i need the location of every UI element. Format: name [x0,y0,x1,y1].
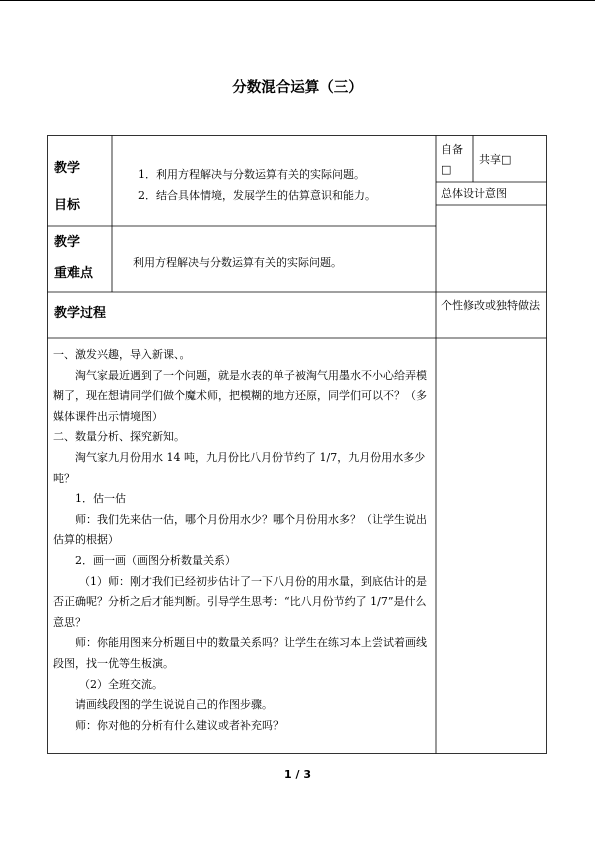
process-body [53,345,433,736]
self-prep-cell: 自备 □ [441,140,463,180]
process-paragraph: 二、数量分析、探究新知。 [53,430,185,444]
objective-item: 2．结合具体情境，发展学生的估算意识和能力。 [138,189,376,202]
page-title: 分数混合运算（三） [232,80,363,96]
personal-edit-label: 个性修改或独特做法 [441,299,540,312]
process-paragraph: （2）全班交流。 [79,677,163,691]
process-paragraph: （1）师：刚才我们已经初步估计了一下八月份的用水量，到底估计的是否正确呢？分析之后才能判断。引导学生思考：“比八月份节约了 1/7”是什么意思？ [53,574,427,629]
process-label: 教学过程 [54,306,107,321]
process-paragraph: 师：我们先来估一估，哪个月份用水少？哪个月份用水多？（让学生说出估算的根据） [53,512,427,547]
objectives-label: 教学 目标 [54,161,81,213]
objective-item: 1．利用方程解决与分数运算有关的实际问题。 [138,168,365,181]
key-points-text: 利用方程解决与分数运算有关的实际问题。 [133,256,342,269]
process-paragraph: 一、激发兴趣，导入新课、。 [53,348,191,361]
process-paragraph: 1．估一估 [75,492,126,506]
process-paragraph: 请画线段图的学生说说自己的作图步骤。 [75,698,273,712]
objectives-list [138,164,376,206]
process-paragraph: 淘气家最近遇到了一个问题，就是水表的单子被淘气用墨水不小心给弄模糊了，现在想请同学们做个魔术师，把模糊的地方还原，同学们可以不？（多媒体课件出示情境图） [53,368,427,423]
process-paragraph: 淘气家九月份用水 14 吨，九月份比八月份节约了 1/7，九月份用水多少吨？ [53,450,426,485]
page-number: 1 / 3 [284,768,311,781]
design-intent-label: 总体设计意图 [441,187,507,200]
page-top-rule [0,0,595,1]
process-paragraph: 2．画一画（画图分析数量关系） [75,553,236,567]
key-points-label: 教学 重难点 [54,235,94,281]
process-paragraph: 师：你能用图来分析题目中的数量关系吗？让学生在练习本上尝试着画线段图，找一优等生板演。 [53,636,427,670]
share-checkbox[interactable]: 共享□ [479,153,512,166]
self-prep-checkbox[interactable]: □ [441,163,452,176]
process-paragraph: 师：你对他的分析有什么建议或者补充吗？ [75,718,284,732]
